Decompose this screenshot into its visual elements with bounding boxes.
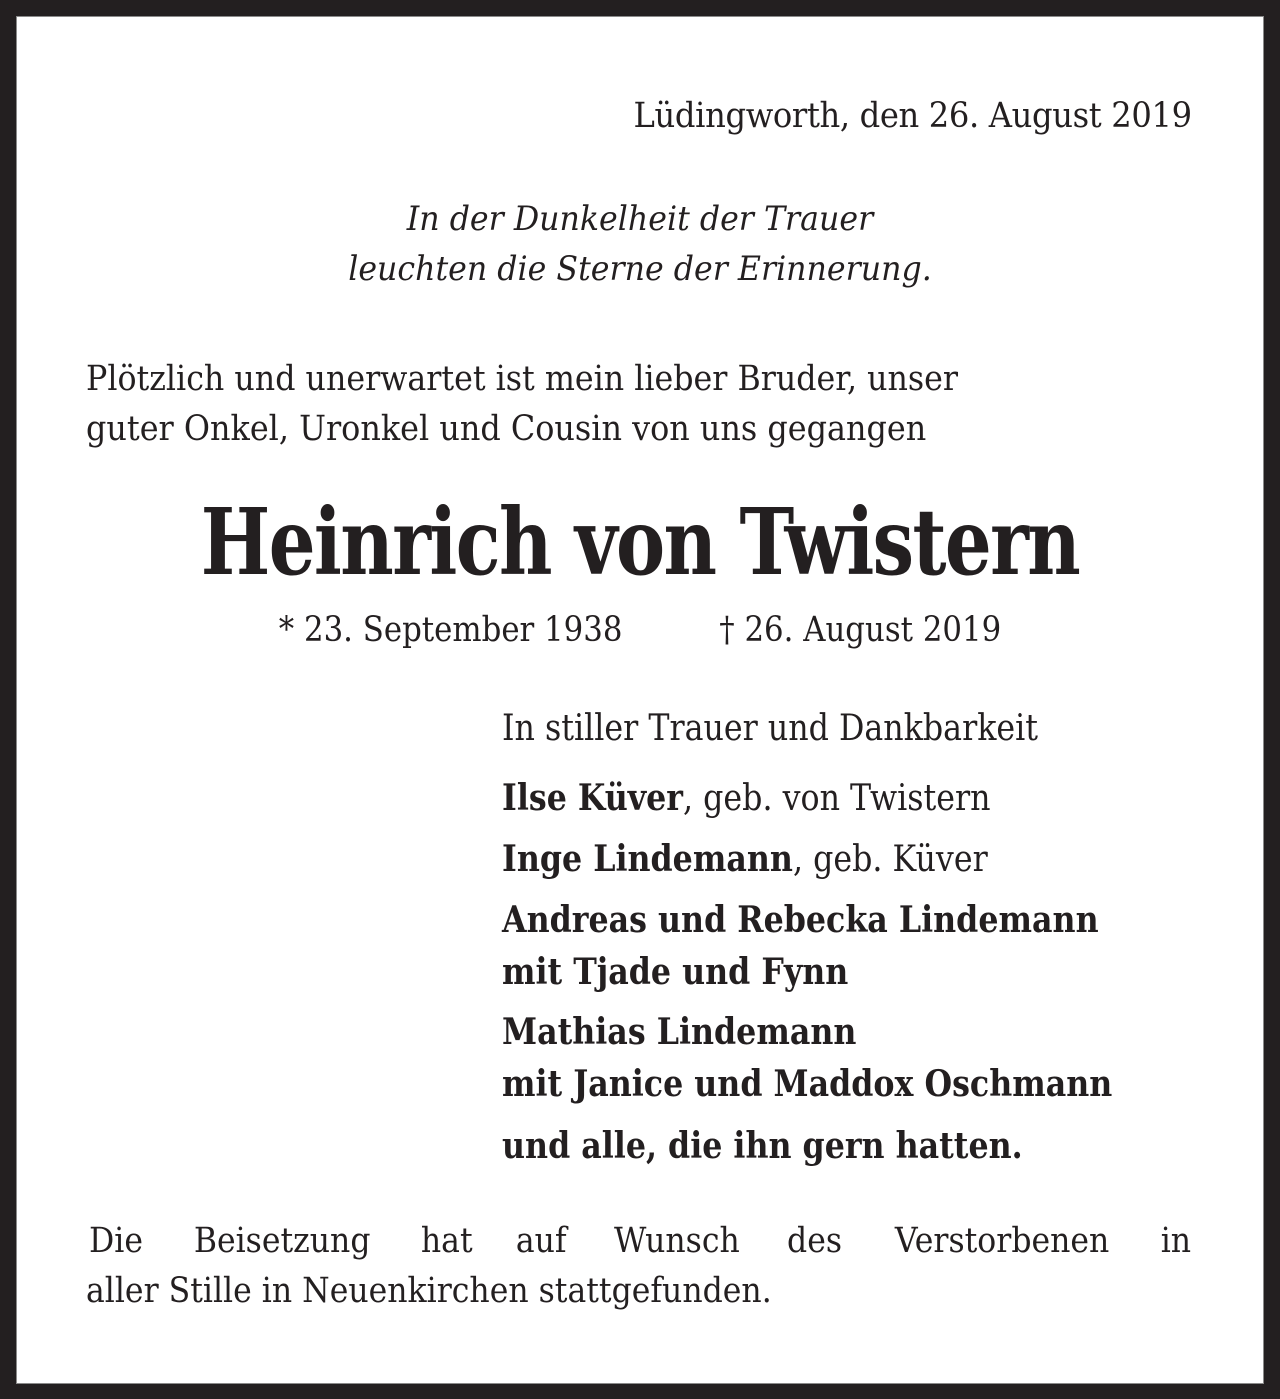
intro-text (86, 354, 1193, 454)
intro-line: Plötzlich und unerwartet ist mein lieber Bruder, unser (86, 359, 959, 399)
burial-word: Die (88, 1221, 143, 1261)
mourner-line2: mit Tjade und Fynn (502, 951, 849, 993)
burial-word: des (787, 1221, 843, 1261)
closing-line: und alle, die ihn gern hatten. (502, 1125, 1023, 1167)
death-date: † 26. August 2019 (719, 610, 1002, 650)
motto-quote (60, 194, 1221, 294)
motto-line: In der Dunkelheit der Trauer (406, 199, 874, 239)
mourners-block (502, 704, 1112, 1172)
mourners-lead: In stiller Trauer und Dankbarkeit (502, 708, 1039, 749)
burial-line-1 (86, 1216, 1193, 1266)
mourner-line2: mit Janice und Maddox Oschmann (502, 1063, 1113, 1105)
motto-line: leuchten die Sterne der Erinnerung. (348, 249, 932, 289)
mourner-entry (502, 894, 1112, 998)
burial-word: hat (420, 1221, 473, 1261)
mourner-name: Mathias Lindemann (502, 1011, 857, 1053)
intro-line: guter Onkel, Uronkel und Cousin von uns gegangen (86, 409, 927, 449)
burial-word: Wunsch (613, 1221, 740, 1261)
mourner-entry (502, 772, 1112, 825)
burial-note (86, 1216, 1193, 1316)
mourner-entry (502, 1006, 1112, 1110)
mourner-name: Inge Lindemann (502, 838, 793, 880)
life-dates (91, 610, 1189, 650)
mourner-name: Ilse Küver (502, 777, 684, 819)
burial-word: Beisetzung (193, 1221, 371, 1261)
mourner-suffix: , geb. Küver (792, 839, 988, 880)
burial-word: in (1160, 1221, 1192, 1261)
burial-word: auf (515, 1221, 567, 1261)
mourner-name: Andreas und Rebecka Lindemann (502, 899, 1099, 941)
burial-word: Verstorbenen (895, 1221, 1110, 1261)
obituary-notice (16, 16, 1264, 1384)
deceased-name: Heinrich von Twistern (200, 488, 1080, 596)
mourner-suffix: , geb. von Twistern (683, 778, 991, 819)
mourner-entry (502, 833, 1112, 886)
place-date: Lüdingworth, den 26. August 2019 (633, 96, 1192, 136)
burial-line-2: aller Stille in Neuenkirchen stattgefunden. (86, 1271, 772, 1311)
birth-date: * 23. September 1938 (278, 610, 623, 650)
